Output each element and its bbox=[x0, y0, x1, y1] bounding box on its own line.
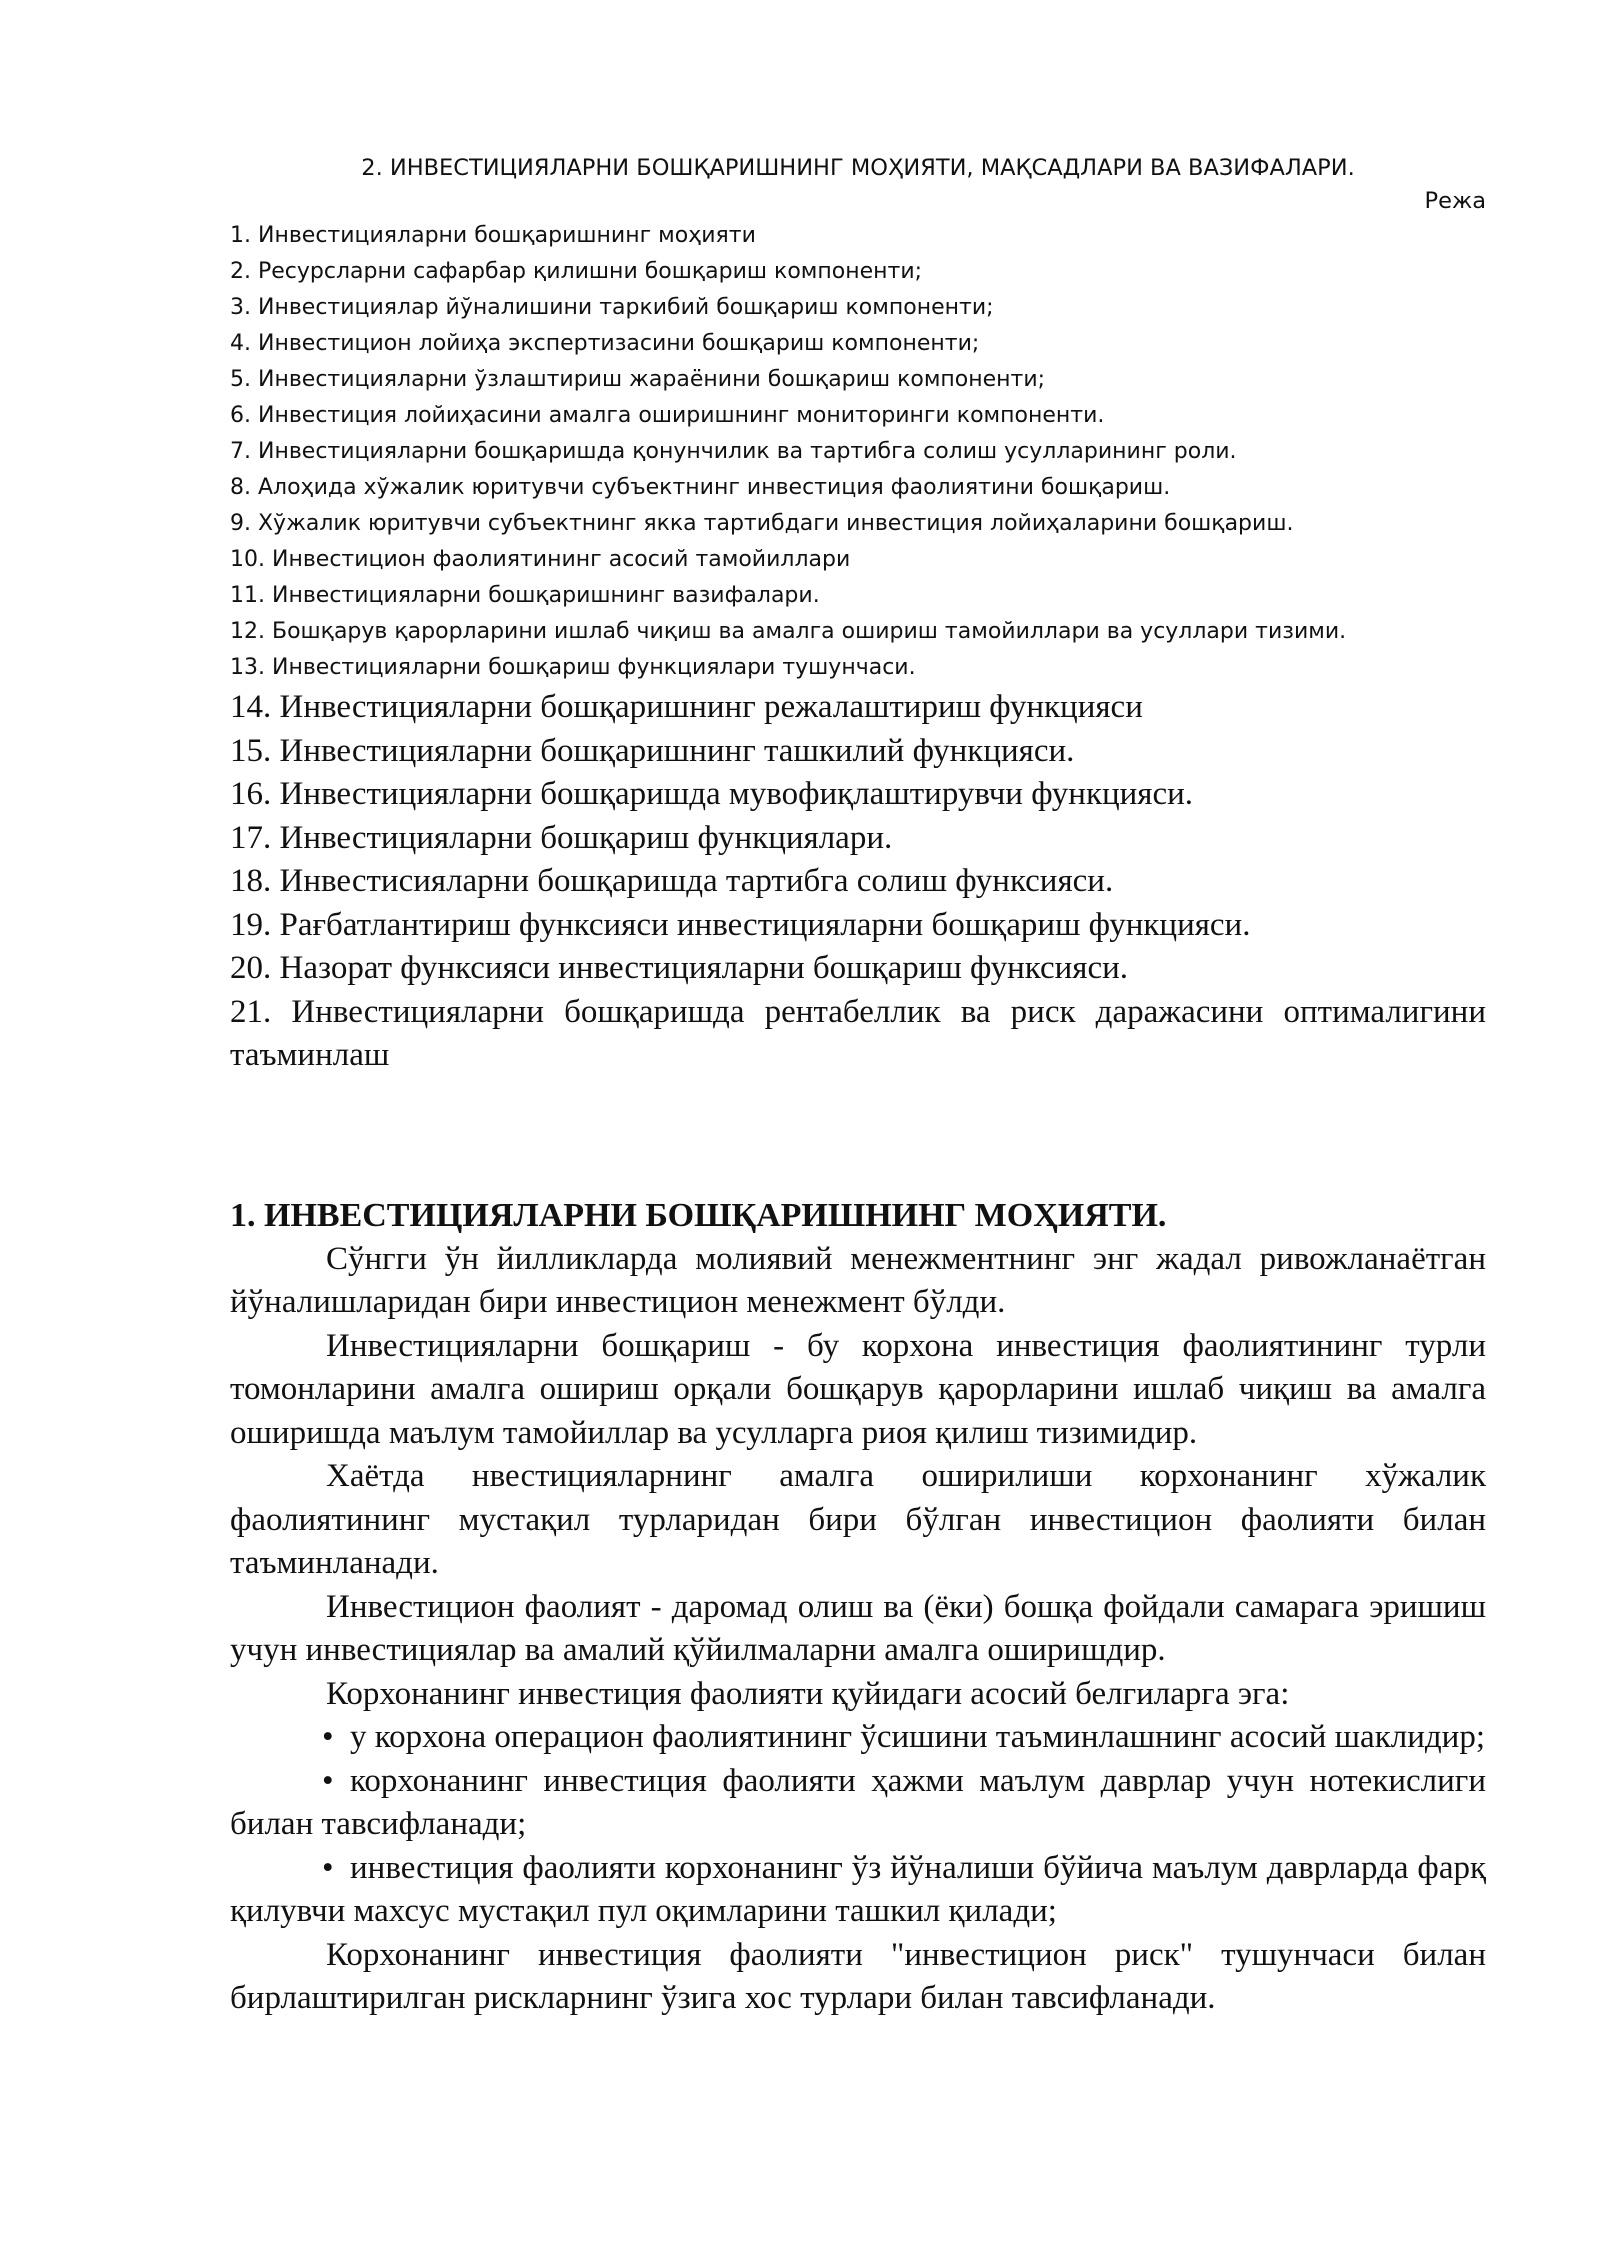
plan-item: 12. Бошқарув қарорларини ишлаб чиқиш ва амалга ошириш тамойиллари ва усуллари тизими. bbox=[230, 619, 1347, 644]
plan-item: 11. Инвестицияларни бошқаришнинг вазифалари. bbox=[230, 583, 820, 608]
bullet-item bbox=[230, 1760, 1486, 1847]
plan-item: 16. Инвестицияларни бошқаришда мувофиқлаштирувчи функцияси. bbox=[230, 776, 1194, 812]
plan-item: 4. Инвестицион лойиҳа экспертизасини бошқариш компоненти; bbox=[230, 331, 980, 356]
plan-item: 10. Инвестицион фаолиятининг асосий тамойиллари bbox=[230, 547, 851, 572]
paragraph: Инвестицион фаолият - даромад олиш ва (ёки) бошқа фойдали самарага эришиш учун инвестициялар ва амалий қўйилмаларни амалга оширишдир. bbox=[230, 1588, 1486, 1668]
paragraph: Корхонанинг инвестиция фаолияти қуйидаги асосий белгиларга эга: bbox=[326, 1675, 1290, 1712]
bullet-icon: • bbox=[322, 1762, 334, 1799]
plan-item: 5. Инвестицияларни ўзлаштириш жараёнини бошқариш компоненти; bbox=[230, 367, 1046, 392]
plan-item: 20. Назорат функсияси инвестицияларни бошқариш функсияси. bbox=[230, 950, 1129, 986]
plan-item: 18. Инвестисияларни бошқаришда тартибга солиш функсияси. bbox=[230, 863, 1114, 899]
bullet-item bbox=[230, 1847, 1486, 1934]
bullet-icon: • bbox=[322, 1849, 334, 1886]
paragraph: Корхонанинг инвестиция фаолияти "инвестицион риск" тушунчаси билан бирлаштирилган рискларнинг ўзига хос турлари билан тавсифланади. bbox=[230, 1936, 1486, 2016]
bullet-text: корхонанинг инвестиция фаолияти ҳажми маълум даврлар учун нотекислиги билан тавсифланади; bbox=[230, 1762, 1486, 1842]
plan-item: 17. Инвестицияларни бошқариш функциялари. bbox=[230, 819, 893, 856]
document-title: 2. ИНВЕСТИЦИЯЛАРНИ БОШҚАРИШНИНГ МОҲИЯТИ, МАҚСАДЛАРИ ВА ВАЗИФАЛАРИ. bbox=[361, 155, 1355, 181]
plan-list-large bbox=[230, 686, 1486, 1078]
plan-list-small bbox=[230, 218, 1486, 686]
bullet-icon: • bbox=[322, 1719, 334, 1755]
plan-item: 7. Инвестицияларни бошқаришда қонунчилик ва тартибга солиш усулларининг роли. bbox=[230, 439, 1237, 464]
plan-item: 21. Инвестицияларни бошқаришда рентабеллик ва риск даражасини оптималигини таъминлаш bbox=[230, 993, 1486, 1073]
bullet-text: у корхона операцион фаолиятининг ўсишини таъминлашнинг асосий шаклидир; bbox=[350, 1719, 1485, 1755]
paragraph: Хаётда нвестицияларнинг амалга оширилиши корхонанинг хўжалик фаолиятининг мустақил турларидан бири бўлган инвестицион фаолияти билан таъминланади. bbox=[230, 1458, 1486, 1581]
plan-label: Режа bbox=[1424, 188, 1486, 214]
plan-item: 13. Инвестицияларни бошқариш функциялари тушунчаси. bbox=[230, 655, 916, 680]
section-heading: 1. ИНВЕСТИЦИЯЛАРНИ БОШҚАРИШНИНГ МОҲИЯТИ. bbox=[230, 1196, 1167, 1234]
bullet-text: инвестиция фаолияти корхонанинг ўз йўналиши бўйича маълум даврларда фарқ қилувчи махсус мустақил пул оқимларини ташкил қилади; bbox=[230, 1849, 1486, 1929]
plan-item: 9. Хўжалик юритувчи субъектнинг якка тартибдаги инвестиция лойиҳаларини бошқариш. bbox=[230, 511, 1294, 536]
plan-item: 6. Инвестиция лойиҳасини амалга оширишнинг мониторинги компоненти. bbox=[230, 403, 1105, 428]
plan-item: 14. Инвестицияларни бошқаришнинг режалаштириш функцияси bbox=[230, 689, 1143, 725]
plan-item: 8. Алоҳида хўжалик юритувчи субъектнинг инвестиция фаолиятини бошқариш. bbox=[230, 475, 1171, 500]
body-text bbox=[230, 1238, 1486, 2021]
paragraph: Сўнгги ўн йилликларда молиявий менежментнинг энг жадал ривожланаётган йўналишларидан бири инвестицион менежмент бўлди. bbox=[230, 1240, 1486, 1320]
plan-item: 2. Ресурсларни сафарбар қилишни бошқариш компоненти; bbox=[230, 259, 923, 284]
plan-item: 19. Рағбатлантириш функсияси инвестицияларни бошқариш функцияси. bbox=[230, 906, 1251, 943]
bullet-item bbox=[230, 1716, 1486, 1760]
plan-item: 15. Инвестицияларни бошқаришнинг ташкилий функцияси. bbox=[230, 732, 1075, 769]
document-page bbox=[230, 152, 1486, 2021]
plan-item: 1. Инвестицияларни бошқаришнинг моҳияти bbox=[230, 223, 756, 248]
paragraph: Инвестицияларни бошқариш - бу корхона инвестиция фаолиятининг турли томонларини амалга ошириш орқали бошқарув қарорларини ишлаб чиқиш ва амалга оширишда маълум тамойиллар ва усулларга риоя қилиш тизимидир. bbox=[230, 1327, 1486, 1451]
plan-item: 3. Инвестициялар йўналишини таркибий бошқариш компоненти; bbox=[230, 295, 994, 320]
